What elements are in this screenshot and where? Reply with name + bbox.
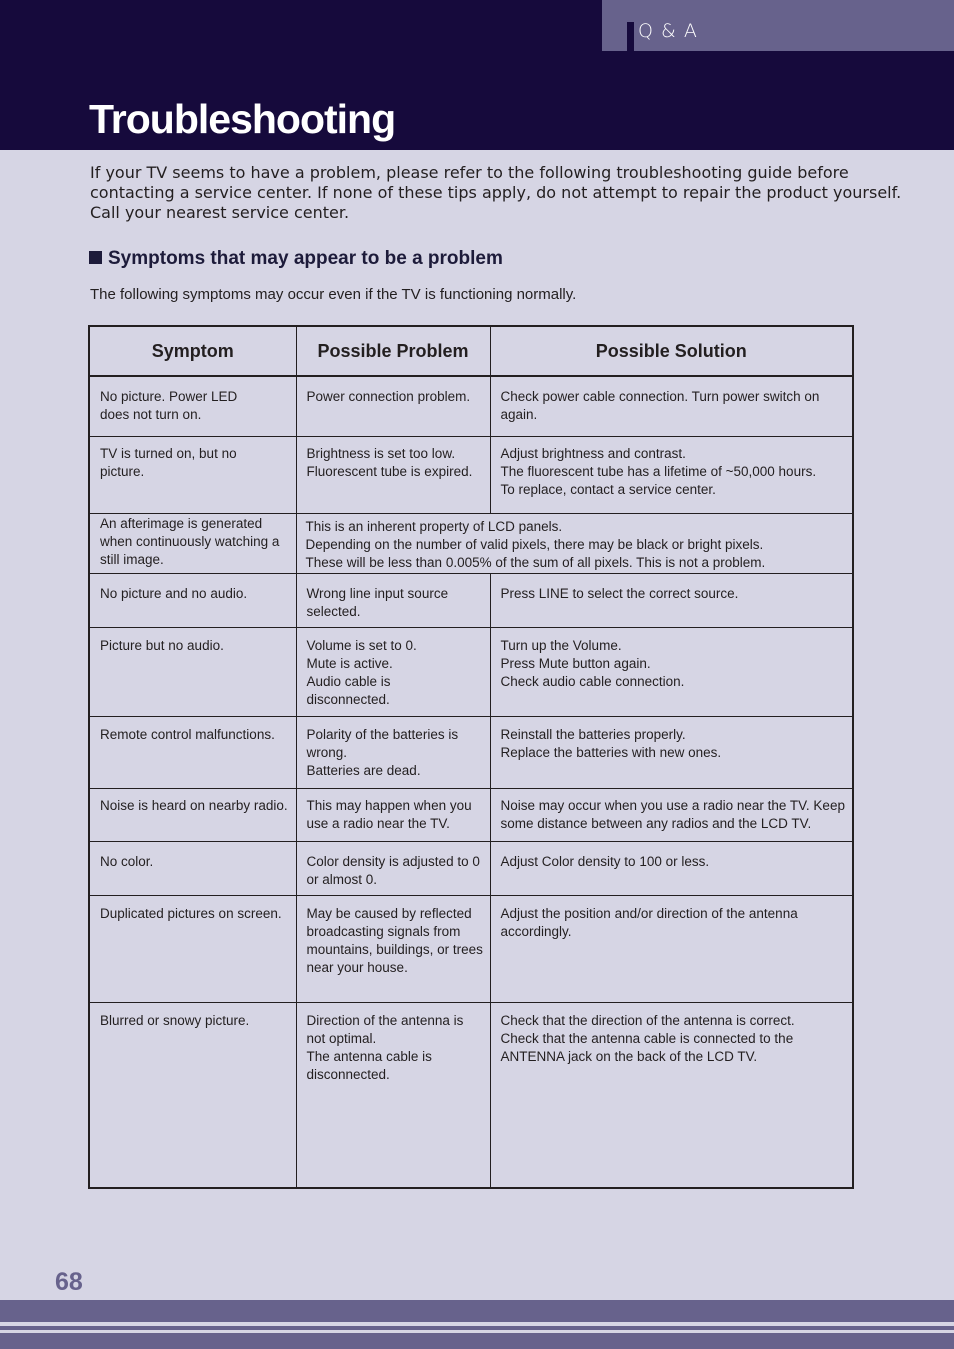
table-header-row xyxy=(89,326,853,376)
symptom-cell: Blurred or snowy picture. xyxy=(89,1002,296,1188)
solution-cell: Adjust the position and/or direction of the antenna accordingly. xyxy=(490,895,853,1002)
section-tab-marker xyxy=(627,22,634,51)
table-row xyxy=(89,573,853,627)
table-row xyxy=(89,895,853,1002)
symptom-cell: Noise is heard on nearby radio. xyxy=(89,788,296,841)
section-tab-label: Q & A xyxy=(638,20,698,42)
solution-cell: Press LINE to select the correct source. xyxy=(490,573,853,627)
solution-cell: Check that the direction of the antenna is correct. Check that the antenna cable is connected to the ANTENNA jack on the back of the LCD TV. xyxy=(490,1002,853,1188)
symptom-cell: No picture. Power LED does not turn on. xyxy=(89,376,296,436)
column-header-solution: Possible Solution xyxy=(490,326,853,376)
solution-cell: Turn up the Volume. Press Mute button again. Check audio cable connection. xyxy=(490,627,853,716)
square-bullet-icon xyxy=(89,251,102,264)
table-row xyxy=(89,513,853,573)
footer-band xyxy=(0,1300,954,1322)
table-row xyxy=(89,841,853,895)
symptom-cell: An afterimage is generated when continuously watching a still image. xyxy=(89,513,296,573)
problem-cell: Brightness is set too low. Fluorescent tube is expired. xyxy=(296,436,490,513)
table-row xyxy=(89,436,853,513)
table-row xyxy=(89,1002,853,1188)
footer-rule xyxy=(0,1326,954,1330)
solution-cell: Adjust brightness and contrast. The fluorescent tube has a lifetime of ~50,000 hours. To replace, contact a service center. xyxy=(490,436,853,513)
column-header-symptom: Symptom xyxy=(89,326,296,376)
table-row xyxy=(89,716,853,788)
table-row xyxy=(89,627,853,716)
problem-cell: May be caused by reflected broadcasting signals from mountains, buildings, or trees near your house. xyxy=(296,895,490,1002)
symptom-cell: TV is turned on, but no picture. xyxy=(89,436,296,513)
column-header-problem: Possible Problem xyxy=(296,326,490,376)
page-title: Troubleshooting xyxy=(89,96,396,142)
troubleshooting-table xyxy=(88,325,854,1189)
symptom-cell: No picture and no audio. xyxy=(89,573,296,627)
symptom-cell: No color. xyxy=(89,841,296,895)
merged-explanation-cell: This is an inherent property of LCD panels. Depending on the number of valid pixels, there may be black or bright pixels. These will be less than 0.005% of the sum of all pixels. This is not a problem. xyxy=(296,513,853,573)
problem-cell: Volume is set to 0. Mute is active. Audio cable is disconnected. xyxy=(296,627,490,716)
page-header xyxy=(0,0,954,150)
table-row xyxy=(89,376,853,436)
intro-paragraph: If your TV seems to have a problem, please refer to the following troubleshooting guide before contacting a service center. If none of these tips apply, do not attempt to repair the product yourself. Call your nearest service center. xyxy=(90,163,902,222)
problem-cell: Wrong line input source selected. xyxy=(296,573,490,627)
page-number: 68 xyxy=(55,1268,83,1296)
problem-cell: Color density is adjusted to 0 or almost 0. xyxy=(296,841,490,895)
section-note: The following symptoms may occur even if the TV is functioning normally. xyxy=(90,286,577,303)
symptom-cell: Remote control malfunctions. xyxy=(89,716,296,788)
symptom-cell: Duplicated pictures on screen. xyxy=(89,895,296,1002)
problem-cell: Power connection problem. xyxy=(296,376,490,436)
solution-cell: Adjust Color density to 100 or less. xyxy=(490,841,853,895)
section-heading xyxy=(89,248,503,270)
symptom-cell: Picture but no audio. xyxy=(89,627,296,716)
problem-cell: Polarity of the batteries is wrong. Batteries are dead. xyxy=(296,716,490,788)
solution-cell: Reinstall the batteries properly. Replace the batteries with new ones. xyxy=(490,716,853,788)
solution-cell: Check power cable connection. Turn power switch on again. xyxy=(490,376,853,436)
footer-band-bottom xyxy=(0,1333,954,1349)
table-row xyxy=(89,788,853,841)
problem-cell: Direction of the antenna is not optimal. The antenna cable is disconnected. xyxy=(296,1002,490,1188)
section-heading-text: Symptoms that may appear to be a problem xyxy=(108,248,503,269)
problem-cell: This may happen when you use a radio near the TV. xyxy=(296,788,490,841)
solution-cell: Noise may occur when you use a radio near the TV. Keep some distance between any radios and the LCD TV. xyxy=(490,788,853,841)
